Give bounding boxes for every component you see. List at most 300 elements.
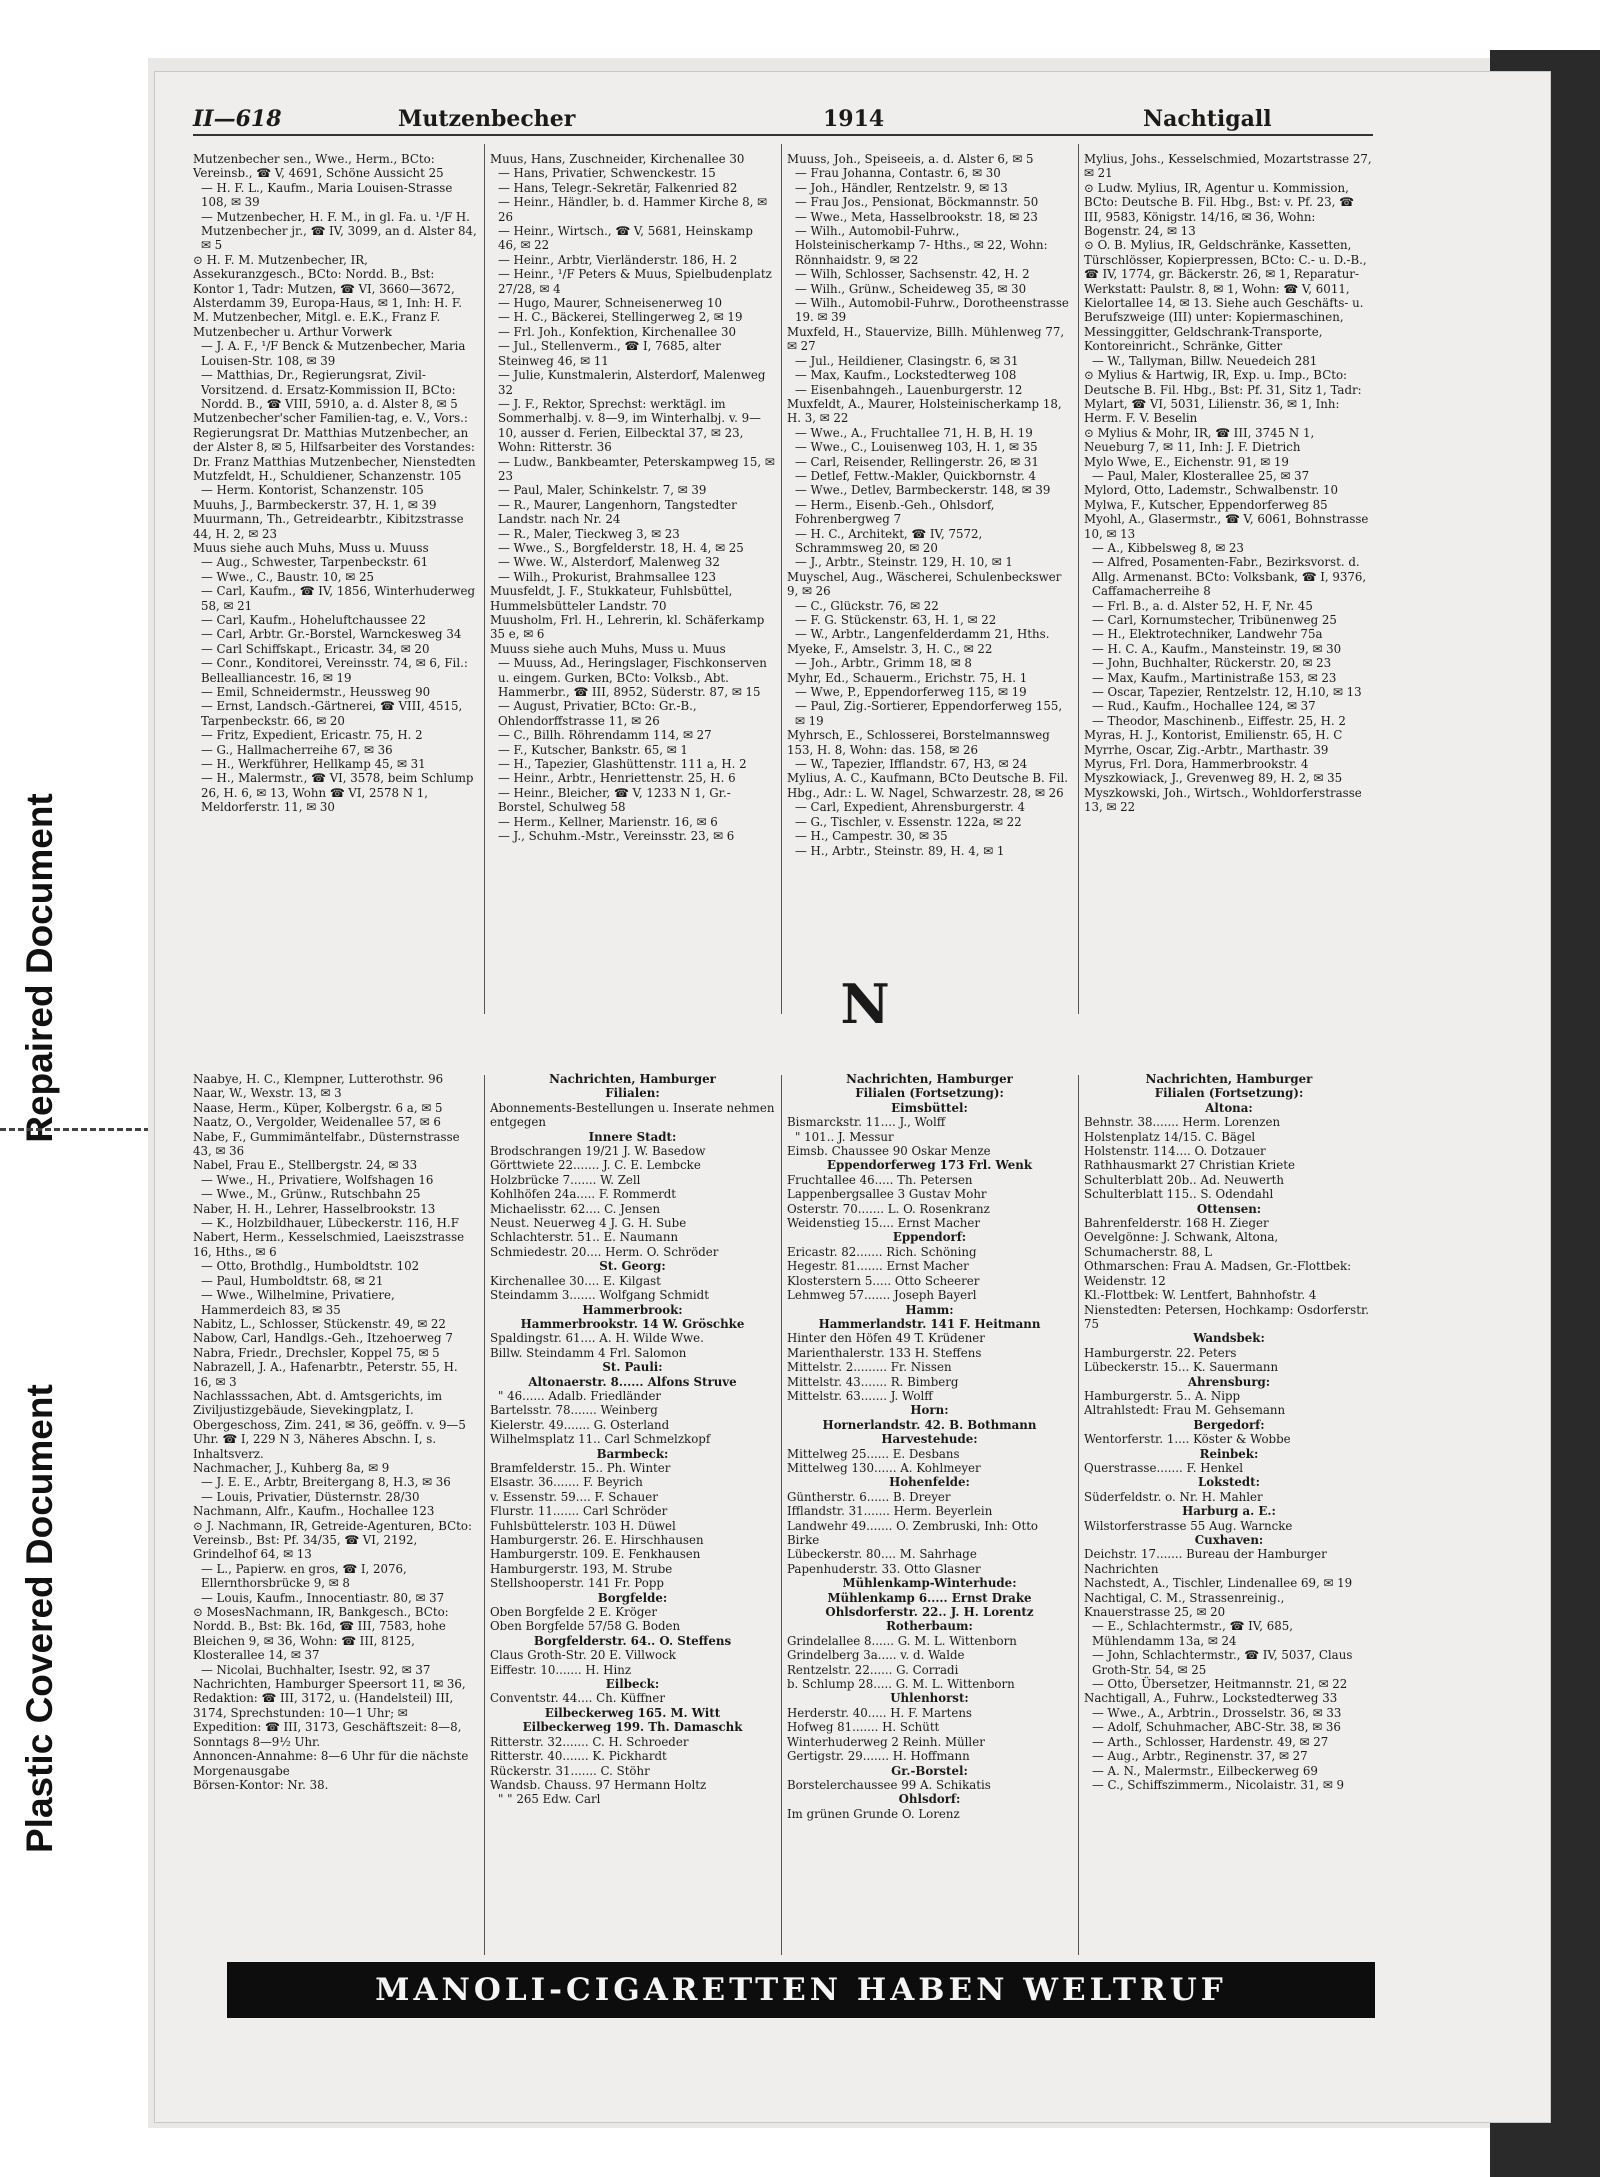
directory-entry: Mutzfeldt, H., Schuldiener, Schanzenstr. 105 bbox=[193, 468, 462, 483]
directory-entry: — Louis, Privatier, Düsternstr. 28/30 bbox=[201, 1489, 420, 1504]
directory-entry: — Herm., Kellner, Marienstr. 16, ✉ 6 bbox=[498, 814, 718, 829]
directory-entry: Hamburgerstr. 193, M. Strube bbox=[490, 1561, 673, 1576]
directory-entry: " 101.. J. Messur bbox=[795, 1129, 894, 1144]
directory-entry: Nabra, Friedr., Drechsler, Koppel 75, ✉ 5 bbox=[193, 1345, 440, 1360]
directory-entry: Eimsbüttel: bbox=[891, 1100, 968, 1115]
directory-entry: " 46...... Adalb. Friedländer bbox=[498, 1388, 662, 1403]
directory-entry: — Wilh., Automobil-Fuhrw., Holsteinischerkamp 7- Hths., ✉ 22, Wohn: Rönnhaidstr. 9, ✉ 22 bbox=[795, 224, 1048, 267]
directory-entry: — Muuss, Ad., Heringslager, Fischkonserven u. eingem. Gurken, BCto: Volksb., Abt. Hammerbr., ☎ III, 8952, Süderstr. 87, ✉ 15 bbox=[498, 656, 767, 700]
directory-entry: Mühlenkamp 6..... Ernst Drake bbox=[827, 1590, 1032, 1605]
directory-entry: Lübeckerstr. 15... K. Sauermann bbox=[1084, 1360, 1279, 1375]
directory-entry: — Herm. Kontorist, Schanzenstr. 105 bbox=[201, 483, 424, 498]
directory-entry: Oben Borgfelde 57/58 G. Boden bbox=[490, 1619, 681, 1634]
directory-entry: Hammerbrook: bbox=[582, 1302, 683, 1317]
directory-entry: — Wwe., H., Privatiere, Wolfshagen 16 bbox=[201, 1172, 434, 1187]
directory-entry: — Heinr., Arbtr., Henriettenstr. 25, H. 6 bbox=[498, 771, 736, 786]
directory-entry: — H. C., Architekt, ☎ IV, 7572, Schrammsweg 20, ✉ 20 bbox=[795, 526, 983, 555]
directory-entry: Papenhuderstr. 33. Otto Glasner bbox=[787, 1561, 981, 1576]
directory-entry: v. Essenstr. 59.... F. Schauer bbox=[490, 1489, 658, 1504]
directory-entry: ⊙ MosesNachmann, IR, Bankgesch., BCto: Nordd. B., Bst: Bk. 16d, ☎ III, 7583, hohe Bleichen 9, ✉ 36, Wohn: ☎ III, 8125, Klosterallee 14, ✉ 37 bbox=[193, 1605, 449, 1663]
directory-entry: — Ernst, Landsch.-Gärtnerei, ☎ VIII, 4515, Tarpenbeckstr. 66, ✉ 20 bbox=[201, 699, 463, 728]
directory-entry: — Detlef, Fettw.-Makler, Quickbornstr. 4 bbox=[795, 468, 1037, 483]
lower-column-4 bbox=[1084, 1072, 1374, 1952]
directory-entry: — Wwe., Meta, Hasselbrookstr. 18, ✉ 23 bbox=[795, 209, 1038, 224]
side-label-plastic: Plastic Covered Document bbox=[19, 1384, 60, 1853]
directory-entry: Myhrsch, E., Schlosserei, Borstelmannsweg 153, H. 8, Wohn: das. 158, ✉ 26 bbox=[787, 728, 1050, 757]
directory-entry: — Carl, Kaufm., Hoheluftchaussee 22 bbox=[201, 613, 426, 627]
directory-entry: — Ludw., Bankbeamter, Peterskampweg 15, ✉ 23 bbox=[498, 454, 775, 483]
directory-entry: Muuss, Joh., Speiseeis, a. d. Alster 6, ✉ 5 bbox=[787, 152, 1034, 166]
directory-entry: Mutzenbecher'scher Familien-tag, e. V., Vors.: Regierungsrat Dr. Matthias Mutzenbecher, an der Alster 8, ✉ 5, Hilfsarbeiter des Vorstandes: Dr. Franz Matthias Mutzenbecher, Nienstedten bbox=[193, 411, 476, 469]
directory-entry: — Frau Johanna, Contastr. 6, ✉ 30 bbox=[795, 166, 1001, 181]
directory-entry: — Max, Kaufm., Lockstedterweg 108 bbox=[795, 368, 1017, 383]
upper-column-3 bbox=[787, 152, 1072, 1022]
directory-entry: Fruchtallee 46..... Th. Petersen bbox=[787, 1172, 973, 1187]
directory-entry: St. Georg: bbox=[599, 1259, 666, 1274]
directory-entry: Ericastr. 82....... Rich. Schöning bbox=[787, 1244, 977, 1259]
directory-entry: Ritterstr. 32....... C. H. Schroeder bbox=[490, 1734, 689, 1749]
directory-entry: ⊙ H. F. M. Mutzenbecher, IR, Assekuranzgesch., BCto: Nordd. B., Bst: Kontor 1, Tadr: Mutzen, ☎ VI, 3660—3672, Alsterdamm 39, Europa-Haus, ✉ 1, Inh: H. F. M. Mutzenbecher, Mitgl. e. E.K., Franz F. Mutzenbecher u. Arthur Vorwerk bbox=[193, 252, 463, 339]
directory-entry: — H., Campestr. 30, ✉ 35 bbox=[795, 829, 948, 844]
directory-entry: — Rud., Kaufm., Hochallee 124, ✉ 37 bbox=[1092, 699, 1316, 714]
directory-entry: Kohlhöfen 24a..... F. Rommerdt bbox=[490, 1187, 677, 1202]
directory-entry: — H. C. A., Kaufm., Mansteinstr. 19, ✉ 30 bbox=[1092, 641, 1342, 656]
directory-entry: — John, Schlachtermstr., ☎ IV, 5037, Claus Groth-Str. 54, ✉ 25 bbox=[1092, 1648, 1353, 1677]
directory-entry: Annoncen-Annahme: 8—6 Uhr für die nächste Morgenausgabe bbox=[193, 1749, 469, 1778]
directory-entry: — E., Schlachtermstr., ☎ IV, 685, Mühlendamm 13a, ✉ 24 bbox=[1092, 1619, 1293, 1648]
directory-entry: Steindamm 3....... Wolfgang Schmidt bbox=[490, 1288, 709, 1303]
directory-entry: — J. F., Rektor, Sprechst: werktägl. im Sommerhalbj. v. 8—9, im Winterhalbj. v. 9—10, ausser d. Ferien, Eilbecktal 37, ✉ 23, Wohn: Ritterstr. 36 bbox=[498, 396, 761, 455]
directory-entry: Hofweg 81....... H. Schütt bbox=[787, 1720, 940, 1735]
directory-entry: Landwehr 49....... O. Zembruski, Inh: Otto Birke bbox=[787, 1518, 1039, 1547]
directory-entry: Querstrasse....... F. Henkel bbox=[1084, 1460, 1244, 1475]
directory-entry: Naase, Herm., Küper, Kolbergstr. 6 a, ✉ 5 bbox=[193, 1100, 443, 1115]
header-left-word: Mutzenbecher bbox=[398, 106, 576, 132]
directory-entry: — Frau Jos., Pensionat, Böckmannstr. 50 bbox=[795, 195, 1039, 210]
directory-entry: Harburg a. E.: bbox=[1182, 1504, 1276, 1519]
directory-entry: Winterhuderweg 2 Reinh. Müller bbox=[787, 1734, 985, 1749]
directory-entry: Altona: bbox=[1205, 1100, 1253, 1115]
directory-entry: Kirchenallee 30.... E. Kilgast bbox=[490, 1273, 661, 1288]
directory-entry: Grindelallee 8...... G. M. L. Wittenborn bbox=[787, 1633, 1017, 1648]
column-separator bbox=[1078, 1075, 1079, 1955]
directory-entry: Hamburgerstr. 5.. A. Nipp bbox=[1084, 1388, 1241, 1403]
directory-entry: Filialen (Fortsetzung): bbox=[1154, 1086, 1304, 1101]
directory-entry: — Max, Kaufm., Martinistraße 153, ✉ 23 bbox=[1092, 670, 1337, 685]
directory-entry: — H. C., Bäckerei, Stellingerweg 2, ✉ 19 bbox=[498, 310, 743, 325]
directory-entry: ⊙ Mylius & Hartwig, IR, Exp. u. Imp., BCto: Deutsche B. Fil. Hbg., Bst: Pf. 31, Sitz 1, Tadr: Mylart, ☎ VI, 5031, Lilienstr. 36, ✉ 1, Inh: Herm. F. V. Beselin bbox=[1084, 368, 1362, 426]
directory-entry: Nachtigall, A., Fuhrw., Lockstedterweg 33 bbox=[1084, 1691, 1338, 1706]
directory-entry: Eppendorf: bbox=[892, 1230, 967, 1245]
directory-entry: Eilbeckerweg 165. M. Witt bbox=[544, 1705, 721, 1720]
directory-entry: Mylius, Johs., Kesselschmied, Mozartstrasse 27, ✉ 21 bbox=[1084, 152, 1372, 181]
header-rule bbox=[193, 134, 1373, 136]
directory-entry: Bergedorf: bbox=[1193, 1417, 1265, 1432]
directory-entry: — Wwe., C., Louisenweg 103, H. 1, ✉ 35 bbox=[795, 440, 1038, 455]
directory-entry: — Wwe. W., Alsterdorf, Malenweg 32 bbox=[498, 555, 720, 570]
directory-entry: Naber, H. H., Lehrer, Hasselbrookstr. 13 bbox=[193, 1201, 436, 1216]
directory-entry: Süderfeldstr. o. Nr. H. Mahler bbox=[1084, 1489, 1263, 1504]
directory-entry: — C., Billh. Röhrendamm 114, ✉ 27 bbox=[498, 728, 712, 743]
directory-entry: Othmarschen: Frau A. Madsen, Gr.-Flottbek: Weidenstr. 12 bbox=[1084, 1259, 1352, 1288]
directory-entry: Eppendorferweg 173 Frl. Wenk bbox=[826, 1158, 1033, 1173]
directory-entry: — August, Privatier, BCto: Gr.-B., Ohlendorffstrasse 11, ✉ 26 bbox=[498, 699, 697, 728]
directory-entry: ⊙ Mylius & Mohr, IR, ☎ III, 3745 N 1, Neueburg 7, ✉ 11, Inh: J. F. Dietrich bbox=[1084, 425, 1315, 455]
directory-entry: Nachstedt, A., Tischler, Lindenallee 69, ✉ 19 bbox=[1084, 1576, 1353, 1591]
directory-entry: — C., Glückstr. 76, ✉ 22 bbox=[795, 598, 939, 613]
directory-entry: — Joh., Arbtr., Grimm 18, ✉ 8 bbox=[795, 656, 972, 671]
directory-entry: Nachtigal, C. M., Strassenreinig., Knauerstrasse 25, ✉ 20 bbox=[1084, 1590, 1285, 1620]
directory-entry: — Julie, Kunstmalerin, Alsterdorf, Malenweg 32 bbox=[498, 368, 766, 397]
directory-entry: — Paul, Humboldtstr. 68, ✉ 21 bbox=[201, 1273, 384, 1288]
directory-entry: Eiffestr. 10....... H. Hinz bbox=[490, 1662, 632, 1677]
directory-entry: — H., Werkführer, Hellkamp 45, ✉ 31 bbox=[201, 757, 426, 772]
directory-entry: Hammerbrookstr. 14 W. Gröschke bbox=[520, 1316, 745, 1331]
directory-entry: Myeke, F., Amselstr. 3, H. C., ✉ 22 bbox=[787, 641, 993, 656]
directory-entry: ⊙ J. Nachmann, IR, Getreide-Agenturen, BCto: Vereinsb., Bst: Pf. 34/35, ☎ VI, 2192, Grindelhof 64, ✉ 13 bbox=[193, 1518, 472, 1562]
directory-entry: Osterstr. 70....... L. O. Rosenkranz bbox=[787, 1201, 990, 1216]
directory-entry: — Wilh, Schlosser, Sachsenstr. 42, H. 2 bbox=[795, 267, 1030, 282]
directory-entry: Wilhelmsplatz 11.. Carl Schmelzkopf bbox=[490, 1432, 711, 1447]
directory-entry: Oevelgönne: J. Schwank, Altona, Schumacherstr. 88, L bbox=[1084, 1230, 1279, 1259]
upper-column-2 bbox=[490, 152, 775, 1022]
directory-entry: Ifflandstr. 31....... Herm. Beyerlein bbox=[787, 1504, 993, 1519]
directory-entry: Nabrazell, J. A., Hafenarbtr., Peterstr. 55, H. 16, ✉ 3 bbox=[193, 1360, 458, 1389]
directory-entry: Muusfeldt, J. F., Stukkateur, Fuhlsbüttel, Hummelsbütteler Landstr. 70 bbox=[490, 584, 733, 613]
directory-entry: — Frl. B., a. d. Alster 52, H. F, Nr. 45 bbox=[1092, 598, 1313, 613]
directory-entry: Ottensen: bbox=[1196, 1201, 1262, 1216]
directory-entry: Conventstr. 44.... Ch. Küffner bbox=[490, 1691, 665, 1706]
directory-entry: — Nicolai, Buchhalter, Isestr. 92, ✉ 37 bbox=[201, 1662, 431, 1677]
column-separator bbox=[781, 1075, 782, 1955]
directory-entry: Naar, W., Wexstr. 13, ✉ 3 bbox=[193, 1086, 342, 1101]
directory-entry: Bismarckstr. 11.... J., Wolff bbox=[787, 1115, 946, 1130]
directory-entry: Hohenfelde: bbox=[889, 1475, 970, 1490]
directory-entry: Eilbeck: bbox=[605, 1677, 660, 1692]
directory-entry: — Wilh., Automobil-Fuhrw., Dorotheenstrasse 19. ✉ 39 bbox=[795, 296, 1069, 325]
directory-entry: — Paul, Zig.-Sortierer, Eppendorferweg 155, ✉ 19 bbox=[795, 699, 1063, 728]
upper-column-1 bbox=[193, 152, 478, 1022]
directory-entry: Gr.-Borstel: bbox=[891, 1763, 968, 1778]
directory-entry: Cuxhaven: bbox=[1194, 1533, 1264, 1547]
directory-entry: — Wwe, P., Eppendorferweg 115, ✉ 19 bbox=[795, 685, 1027, 700]
directory-entry: Harvestehude: bbox=[881, 1432, 978, 1447]
directory-entry: Hegestr. 81....... Ernst Macher bbox=[787, 1259, 969, 1274]
directory-entry: Stellshooperstr. 141 Fr. Popp bbox=[490, 1576, 664, 1591]
directory-entry: Nachmann, Alfr., Kaufm., Hochallee 123 bbox=[193, 1504, 435, 1519]
directory-entry: — Paul, Maler, Schinkelstr. 7, ✉ 39 bbox=[498, 483, 707, 498]
column-separator bbox=[781, 144, 782, 1014]
directory-entry: Muxfeld, H., Stauervize, Billh. Mühlenweg 77, ✉ 27 bbox=[787, 324, 1065, 354]
directory-entry: — Herm., Eisenb.-Geh., Ohlsdorf, Fohrenbergweg 7 bbox=[795, 497, 995, 527]
directory-entry: — Heinr., Bleicher, ☎ V, 1233 N 1, Gr.-Borstel, Schulweg 58 bbox=[498, 785, 731, 815]
directory-entry: — Oscar, Tapezier, Rentzelstr. 12, H.10, ✉ 13 bbox=[1092, 685, 1362, 700]
directory-entry: Eimsb. Chaussee 90 Oskar Menze bbox=[787, 1144, 991, 1159]
directory-entry: Nachrichten, Hamburger bbox=[846, 1072, 1013, 1086]
directory-entry: Börsen-Kontor: Nr. 38. bbox=[193, 1777, 329, 1792]
directory-entry: Lokstedt: bbox=[1198, 1475, 1260, 1490]
directory-entry: Bartelsstr. 78....... Weinberg bbox=[490, 1403, 658, 1418]
directory-entry: Borstelerchaussee 99 A. Schikatis bbox=[787, 1777, 991, 1792]
directory-entry: Nienstedten: Petersen, Hochkamp: Osdorferstr. 75 bbox=[1084, 1302, 1370, 1331]
directory-entry: Mylord, Otto, Lademstr., Schwalbenstr. 10 bbox=[1084, 483, 1339, 498]
directory-entry: Muyschel, Aug., Wäscherei, Schulenbeckswег 9, ✉ 26 bbox=[787, 569, 1062, 599]
directory-entry: Borgfelderstr. 64.. O. Steffens bbox=[533, 1633, 732, 1648]
directory-entry: Myras, H. J., Kontorist, Emilienstr. 65, H. C bbox=[1084, 728, 1343, 743]
directory-entry: — H., Malermstr., ☎ VI, 3578, beim Schlump 26, H. 6, ✉ 13, Wohn ☎ VI, 2578 N 1, Meldorferstr. 11, ✉ 30 bbox=[201, 771, 474, 815]
directory-entry: Mittelweg 130...... A. Kohlmeyer bbox=[787, 1460, 981, 1475]
directory-entry: Bramfelderstr. 15.. Ph. Winter bbox=[490, 1460, 671, 1475]
directory-entry: Hamm: bbox=[905, 1302, 954, 1317]
directory-entry: Mylius, A. C., Kaufmann, BCto Deutsche B. Fil. Hbg., Adr.: L. W. Nagel, Schwarzestr. 28, ✉ 26 bbox=[787, 771, 1068, 800]
directory-entry: — Wwe., Detlev, Barmbeckerstr. 148, ✉ 39 bbox=[795, 483, 1051, 498]
directory-entry: Weidenstieg 15.... Ernst Macher bbox=[787, 1216, 980, 1231]
directory-entry: Hinter den Höfen 49 T. Krüdener bbox=[787, 1331, 985, 1346]
directory-entry: — H., Arbtr., Steinstr. 89, H. 4, ✉ 1 bbox=[795, 843, 1005, 858]
directory-entry: Holstenstr. 114.... O. Dotzauer bbox=[1084, 1144, 1266, 1159]
directory-entry: — H., Elektrotechniker, Landwehr 75a bbox=[1092, 627, 1323, 642]
directory-entry: — R., Maurer, Langenhorn, Tangstedter Landstr. nach Nr. 24 bbox=[498, 497, 737, 527]
directory-entry: — G., Hallmacherreihe 67, ✉ 36 bbox=[201, 742, 393, 757]
directory-entry: Rentzelstr. 22...... G. Corradi bbox=[787, 1662, 959, 1677]
directory-entry: Im grünen Grunde O. Lorenz bbox=[787, 1806, 960, 1821]
directory-entry: Neust. Neuerweg 4 J. G. H. Sube bbox=[490, 1216, 687, 1231]
directory-entry: Michaelisstr. 62.... C. Jensen bbox=[490, 1201, 661, 1216]
directory-entry: — Aug., Arbtr., Reginenstr. 37, ✉ 27 bbox=[1092, 1749, 1308, 1764]
directory-entry: " " 265 Edw. Carl bbox=[498, 1792, 601, 1807]
directory-entry: — Arth., Schlosser, Hardenstr. 49, ✉ 27 bbox=[1092, 1734, 1329, 1749]
directory-entry: Oben Borgfelde 2 E. Kröger bbox=[490, 1605, 658, 1620]
directory-entry: Ritterstr. 40....... K. Pickhardt bbox=[490, 1749, 667, 1764]
directory-entry: Elsastr. 36....... F. Beyrich bbox=[490, 1475, 643, 1490]
directory-entry: — Wwe., C., Baustr. 10, ✉ 25 bbox=[201, 569, 374, 584]
directory-entry: Barmbeck: bbox=[596, 1446, 669, 1461]
directory-entry: Reinbek: bbox=[1199, 1446, 1259, 1461]
directory-entry: Muurmann, Th., Getreidearbtr., Kibitzstrasse 44, H. 2, ✉ 23 bbox=[193, 512, 464, 541]
directory-entry: — Wilh., Grünw., Scheideweg 35, ✉ 30 bbox=[795, 281, 1027, 296]
directory-entry: — Jul., Heildiener, Clasingstr. 6, ✉ 31 bbox=[795, 353, 1019, 368]
directory-entry: Flurstr. 11....... Carl Schröder bbox=[490, 1504, 668, 1519]
directory-entry: — Paul, Maler, Klosterallee 25, ✉ 37 bbox=[1092, 468, 1310, 483]
directory-entry: Hamburgerstr. 26. E. Hirschhausen bbox=[490, 1533, 704, 1547]
directory-entry: Marienthalerstr. 133 H. Steffens bbox=[787, 1345, 982, 1360]
directory-entry: — F., Kutscher, Bankstr. 65, ✉ 1 bbox=[498, 742, 688, 757]
lower-column-1 bbox=[193, 1072, 478, 1952]
directory-entry: — Wilh., Prokurist, Brahmsallee 123 bbox=[498, 569, 716, 584]
directory-entry: Nachmacher, J., Kuhberg 8a, ✉ 9 bbox=[193, 1460, 390, 1475]
directory-entry: — Wwe., A., Fruchtallee 71, H. B, H. 19 bbox=[795, 425, 1033, 440]
directory-entry: Mühlenkamp-Winterhude: bbox=[842, 1576, 1017, 1591]
lower-column-2 bbox=[490, 1072, 775, 1952]
directory-entry: — Carl, Expedient, Ahrensburgerstr. 4 bbox=[795, 800, 1025, 815]
directory-entry: Innere Stadt: bbox=[588, 1129, 677, 1144]
directory-entry: — H., Tapezier, Glashüttenstr. 111 a, H. 2 bbox=[498, 757, 747, 772]
directory-entry: — Mutzenbecher, H. F. M., in gl. Fa. u. ¹/F H. Mutzenbecher jr., ☎ IV, 3099, an d. Alster 84, ✉ 5 bbox=[201, 209, 477, 253]
directory-entry: — Heinr., Händler, b. d. Hammer Kirche 8, ✉ 26 bbox=[498, 195, 768, 224]
directory-entry: — L., Papierw. en gros, ☎ I, 2076, Ellernthorsbrücke 9, ✉ 8 bbox=[201, 1561, 407, 1591]
directory-entry: — J. E. E., Arbtr, Breitergang 8, H.3, ✉ 36 bbox=[201, 1475, 451, 1490]
directory-entry: Klosterstern 5..... Otto Scheerer bbox=[787, 1273, 980, 1288]
header-right-word: Nachtigall bbox=[1143, 106, 1272, 132]
header-year: 1914 bbox=[823, 106, 885, 132]
directory-entry: — Eisenbahngeh., Lauenburgerstr. 12 bbox=[795, 382, 1023, 397]
directory-entry: Altonaerstr. 8...... Alfons Struve bbox=[528, 1374, 737, 1389]
directory-entry: Naabye, H. C., Klempner, Lutterothstr. 96 bbox=[193, 1072, 444, 1086]
directory-entry: Mutzenbecher sen., Wwe., Herm., BCto: Vereinsb., ☎ V, 4691, Schöne Aussicht 25 bbox=[193, 152, 444, 181]
directory-entry: Nabert, Herm., Kesselschmied, Laeiszstrasse 16, Hths., ✉ 6 bbox=[193, 1230, 465, 1259]
directory-entry: Myszkowski, Joh., Wirtsch., Wohldorferstrasse 13, ✉ 22 bbox=[1084, 785, 1362, 815]
directory-entry: Myszkowiack, J., Grevenweg 89, H. 2, ✉ 35 bbox=[1084, 771, 1343, 786]
directory-entry: Altrahlstedt: Frau M. Gehsemann bbox=[1084, 1403, 1286, 1418]
directory-entry: Claus Groth-Str. 20 E. Villwock bbox=[490, 1648, 676, 1663]
directory-entry: — W., Tallyman, Billw. Neuedeich 281 bbox=[1092, 353, 1318, 368]
directory-entry: Myrus, Frl. Dora, Hammerbrookstr. 4 bbox=[1084, 757, 1309, 772]
directory-entry: — Heinr., Arbtr, Vierländerstr. 186, H. 2 bbox=[498, 252, 738, 267]
directory-entry: — Theodor, Maschinenb., Eiffestr. 25, H. 2 bbox=[1092, 713, 1346, 728]
directory-entry: — Heinr., ¹/F Peters & Muus, Spielbudenplatz 27/28, ✉ 4 bbox=[498, 267, 772, 296]
directory-entry: Holzbrücke 7....... W. Zell bbox=[490, 1172, 641, 1187]
column-separator bbox=[484, 144, 485, 1014]
directory-entry: — Wwe., A., Arbtrin., Drosselstr. 36, ✉ 33 bbox=[1092, 1705, 1342, 1720]
directory-entry: — Alfred, Posamenten-Fabr., Bezirksvorst. d. Allg. Armenanst. BCto: Volksbank, ☎ I, 9376, Caffamacherreihe 8 bbox=[1092, 555, 1367, 599]
directory-entry: — Conr., Konditorei, Vereinsstr. 74, ✉ 6, Fil.: Bellealliancestr. 16, ✉ 19 bbox=[201, 656, 468, 685]
directory-entry: Muuss siehe auch Muhs, Muss u. Muus bbox=[490, 641, 726, 656]
directory-entry: — Wwe., S., Borgfelderstr. 18, H. 4, ✉ 25 bbox=[498, 540, 744, 555]
directory-entry: Rückerstr. 31....... C. Stöhr bbox=[490, 1763, 650, 1778]
directory-entry: Hornerlandstr. 42. B. Bothmann bbox=[822, 1417, 1037, 1432]
directory-entry: — Adolf, Schuhmacher, ABC-Str. 38, ✉ 36 bbox=[1092, 1720, 1341, 1735]
directory-entry: Rathhausmarkt 27 Christian Kriete bbox=[1084, 1158, 1295, 1173]
directory-entry: Hamburgerstr. 109. E. Fenkhausen bbox=[490, 1547, 701, 1562]
directory-entry: — W., Arbtr., Langenfelderdamm 21, Hths. bbox=[795, 627, 1050, 642]
directory-entry: Nabitz, L., Schlosser, Stückenstr. 49, ✉ 22 bbox=[193, 1316, 446, 1331]
directory-entry: Lappenbergsallee 3 Gustav Mohr bbox=[787, 1187, 987, 1202]
directory-entry: ⊙ Ludw. Mylius, IR, Agentur u. Kommission, BCto: Deutsche B. Fil. Hbg., Bst: v. Pf. 23, ☎ III, 9583, Königstr. 14/16, ✉ 36, Wohn: Bogenstr. 24, ✉ 13 bbox=[1084, 180, 1354, 239]
side-divider bbox=[0, 1128, 150, 1131]
directory-entry: Schulterblatt 115.. S. Odendahl bbox=[1084, 1187, 1274, 1202]
directory-entry: Brodschrangen 19/21 J. W. Basedow bbox=[490, 1144, 706, 1159]
directory-entry: — G., Tischler, v. Essenstr. 122a, ✉ 22 bbox=[795, 814, 1022, 829]
directory-entry: — A. N., Malermstr., Eilbeckerweg 69 bbox=[1092, 1763, 1318, 1778]
directory-entry: — Carl, Kornumstecher, Tribünenweg 25 bbox=[1092, 613, 1337, 627]
directory-entry: Holstenplatz 14/15. C. Bägel bbox=[1084, 1129, 1256, 1144]
directory-entry: — J. A. F., ¹/F Benck & Mutzenbecher, Maria Louisen-Str. 108, ✉ 39 bbox=[201, 339, 466, 368]
directory-entry: Myrrhe, Oscar, Zig.-Arbtr., Marthastr. 39 bbox=[1084, 742, 1329, 757]
directory-entry: — Jul., Stellenverm., ☎ I, 7685, alter Steinweg 46, ✉ 11 bbox=[498, 339, 721, 368]
directory-entry: Wentorferstr. 1.... Köster & Wobbe bbox=[1084, 1432, 1291, 1447]
directory-entry: ⊙ O. B. Mylius, IR, Geldschränke, Kassetten, Türschlösser, Kopierpressen, BCto: C.- u. D.-B., ☎ IV, 1774, gr. Bäckerstr. 26, ✉ 1, Reparatur-Werkstatt: Paulstr. 8, ✉ 1, Wohn: ☎ V, 6011, Kielortallee 14, ✉ 13. Siehe auch Geschäfts- u. Berufszweige (III) unter: Kopiermaschinen, Messinggitter, Geldschrank-Transporte, Kontoreinricht., Schränke, Gitter bbox=[1084, 238, 1367, 354]
directory-entry: Eilbeckerweg 199. Th. Damaschk bbox=[522, 1720, 743, 1735]
directory-entry: — Hans, Telegr.-Sekretär, Falkenried 82 bbox=[498, 180, 738, 195]
directory-entry: — Wwe., M., Grünw., Rutschbahn 25 bbox=[201, 1187, 421, 1202]
directory-entry: — John, Buchhalter, Rückerstr. 20, ✉ 23 bbox=[1092, 656, 1332, 671]
directory-entry: — J., Arbtr., Steinstr. 129, H. 10, ✉ 1 bbox=[795, 555, 1013, 570]
directory-entry: — Carl Schiffskapt., Ericastr. 34, ✉ 20 bbox=[201, 641, 430, 656]
directory-entry: Filialen: bbox=[605, 1086, 660, 1101]
directory-entry: Filialen (Fortsetzung): bbox=[855, 1086, 1004, 1101]
directory-entry: Hamburgerstr. 22. Peters bbox=[1084, 1345, 1237, 1360]
section-letter: N bbox=[840, 972, 890, 1036]
directory-entry: Muus, Hans, Zuschneider, Kirchenallee 30 bbox=[490, 152, 745, 166]
directory-entry: Wilstorferstrasse 55 Aug. Warncke bbox=[1084, 1518, 1293, 1533]
directory-entry: Kielerstr. 49....... G. Osterland bbox=[490, 1417, 670, 1432]
directory-entry: — R., Maler, Tieckweg 3, ✉ 23 bbox=[498, 526, 680, 541]
directory-entry: Myhr, Ed., Schauerm., Erichstr. 75, H. 1 bbox=[787, 670, 1028, 685]
directory-entry: Grindelberg 3a..... v. d. Walde bbox=[787, 1648, 965, 1663]
directory-entry: Ohlsdorf: bbox=[898, 1792, 961, 1807]
page-number: II—618 bbox=[193, 106, 282, 132]
directory-entry: Mittelstr. 43....... R. Bimberg bbox=[787, 1374, 959, 1389]
directory-entry: Ahrensburg: bbox=[1187, 1374, 1271, 1389]
directory-entry: Nabel, Frau E., Stellbergstr. 24, ✉ 33 bbox=[193, 1158, 418, 1173]
directory-entry: Wandsbek: bbox=[1193, 1331, 1265, 1346]
directory-entry: — Otto, Brothdlg., Humboldtstr. 102 bbox=[201, 1259, 420, 1274]
advertisement-banner: MANOLI-CIGARETTEN HABEN WELTRUF bbox=[227, 1962, 1375, 2018]
directory-entry: Uhlenhorst: bbox=[890, 1691, 969, 1706]
directory-entry: — Otto, Übersetzer, Heitmannstr. 21, ✉ 22 bbox=[1092, 1677, 1348, 1692]
side-label-repaired: Repaired Document bbox=[19, 793, 60, 1143]
directory-entry: Nabe, F., Gummimäntelfabr., Düsternstrasse 43, ✉ 36 bbox=[193, 1129, 460, 1159]
directory-entry: — C., Schiffszimmerm., Nicolaistr. 31, ✉ 9 bbox=[1092, 1777, 1344, 1792]
directory-entry: Ohlsdorferstr. 22.. J. H. Lorentz bbox=[825, 1605, 1034, 1620]
directory-entry: — Heinr., Wirtsch., ☎ V, 5681, Heinskamp 46, ✉ 22 bbox=[498, 224, 753, 253]
directory-entry: — J., Schuhm.-Mstr., Vereinsstr. 23, ✉ 6 bbox=[498, 829, 735, 844]
directory-entry: — Carl, Arbtr. Gr.-Borstel, Warnckesweg 34 bbox=[201, 627, 462, 642]
directory-entry: Rotherbaum: bbox=[886, 1619, 973, 1634]
directory-entry: Behnstr. 38....... Herm. Lorenzen bbox=[1084, 1115, 1281, 1130]
directory-entry: Abonnements-Bestellungen u. Inserate nehmen entgegen bbox=[490, 1100, 775, 1130]
directory-entry: Schulterblatt 20b.. Ad. Neuwerth bbox=[1084, 1172, 1284, 1187]
directory-entry: Naatz, O., Vergolder, Weidenallee 57, ✉ 6 bbox=[193, 1115, 441, 1130]
directory-entry: — Carl, Reisender, Rellingerstr. 26, ✉ 31 bbox=[795, 454, 1039, 469]
directory-entry: Lübeckerstr. 80.... M. Sahrhage bbox=[787, 1547, 977, 1562]
directory-entry: Gertigstr. 29....... H. Hoffmann bbox=[787, 1749, 970, 1764]
directory-entry: Muusholm, Frl. H., Lehrerin, kl. Schäferkamp 35 e, ✉ 6 bbox=[490, 613, 765, 642]
directory-entry: Hammerlandstr. 141 F. Heitmann bbox=[818, 1316, 1041, 1331]
directory-entry: Billw. Steindamm 4 Frl. Salomon bbox=[490, 1345, 687, 1360]
directory-entry: Borgfelde: bbox=[597, 1590, 668, 1605]
lower-column-3 bbox=[787, 1072, 1072, 1952]
directory-entry: Mylwa, F., Kutscher, Eppendorferweg 85 bbox=[1084, 497, 1328, 512]
directory-entry: Schlachterstr. 51.. E. Naumann bbox=[490, 1230, 679, 1245]
directory-entry: — K., Holzbildhauer, Lübeckerstr. 116, H.F bbox=[201, 1216, 459, 1231]
directory-entry: Nachlasssachen, Abt. d. Amtsgerichts, im Ziviljustizgebäude, Sievekingplatz, I. Obergeschoss, Zim. 241, ✉ 36, geöffn. v. 9—5 Uhr. ☎ I, 229 N 3, Näheres Abschn. I, s. Inhaltsverz. bbox=[193, 1388, 466, 1461]
column-separator bbox=[484, 1075, 485, 1955]
directory-entry: — H. F. L., Kaufm., Maria Louisen-Strasse 108, ✉ 39 bbox=[201, 180, 453, 210]
column-separator bbox=[1078, 144, 1079, 1014]
directory-entry: Mittelstr. 2......... Fr. Nissen bbox=[787, 1360, 952, 1375]
upper-column-4 bbox=[1084, 152, 1374, 1022]
directory-entry: Myohl, A., Glasermstr., ☎ V, 6061, Bohnstrasse 10, ✉ 13 bbox=[1084, 512, 1369, 541]
directory-entry: Nachrichten, Hamburger Speersort 11, ✉ 36, Redaktion: ☎ III, 3172, u. (Handelsteil) III, 3174, Sprechstunden: 10—1 Uhr; ✉ Expedition: ☎ III, 3173, Geschäftszeit: 8—8, Sonntags 8—9½ Uhr. bbox=[193, 1677, 466, 1749]
directory-entry: Schmiedestr. 20.... Herm. O. Schröder bbox=[490, 1244, 719, 1259]
directory-entry: Nabow, Carl, Handlgs.-Geh., Itzehoerweg 7 bbox=[193, 1331, 453, 1346]
directory-entry: Horn: bbox=[910, 1403, 949, 1418]
directory-entry: Spaldingstr. 61.... A. H. Wilde Wwe. bbox=[490, 1331, 704, 1346]
directory-entry: Muxfeldt, A., Maurer, Holsteinischerkamp 18, H. 3, ✉ 22 bbox=[787, 396, 1062, 426]
directory-entry: — F. G. Stückenstr. 63, H. 1, ✉ 22 bbox=[795, 613, 997, 627]
directory-entry: Mittelweg 25...... E. Desbans bbox=[787, 1446, 960, 1461]
directory-entry: — W., Tapezier, Ifflandstr. 67, H3, ✉ 24 bbox=[795, 757, 1028, 772]
directory-entry: Nachrichten, Hamburger bbox=[1145, 1072, 1313, 1086]
directory-page bbox=[155, 72, 1550, 2122]
directory-entry: — Wwe., Wilhelmine, Privatiere, Hammerdeich 83, ✉ 35 bbox=[201, 1288, 395, 1317]
directory-entry: Mittelstr. 63....... J. Wolff bbox=[787, 1388, 933, 1403]
directory-entry: — Frl. Joh., Konfektion, Kirchenallee 30 bbox=[498, 324, 737, 339]
directory-entry: — Hugo, Maurer, Schneisenerweg 10 bbox=[498, 296, 723, 311]
directory-entry: Fuhlsbüttelerstr. 103 H. Düwel bbox=[490, 1518, 676, 1533]
directory-entry: Wandsb. Chauss. 97 Hermann Holtz bbox=[490, 1777, 707, 1792]
